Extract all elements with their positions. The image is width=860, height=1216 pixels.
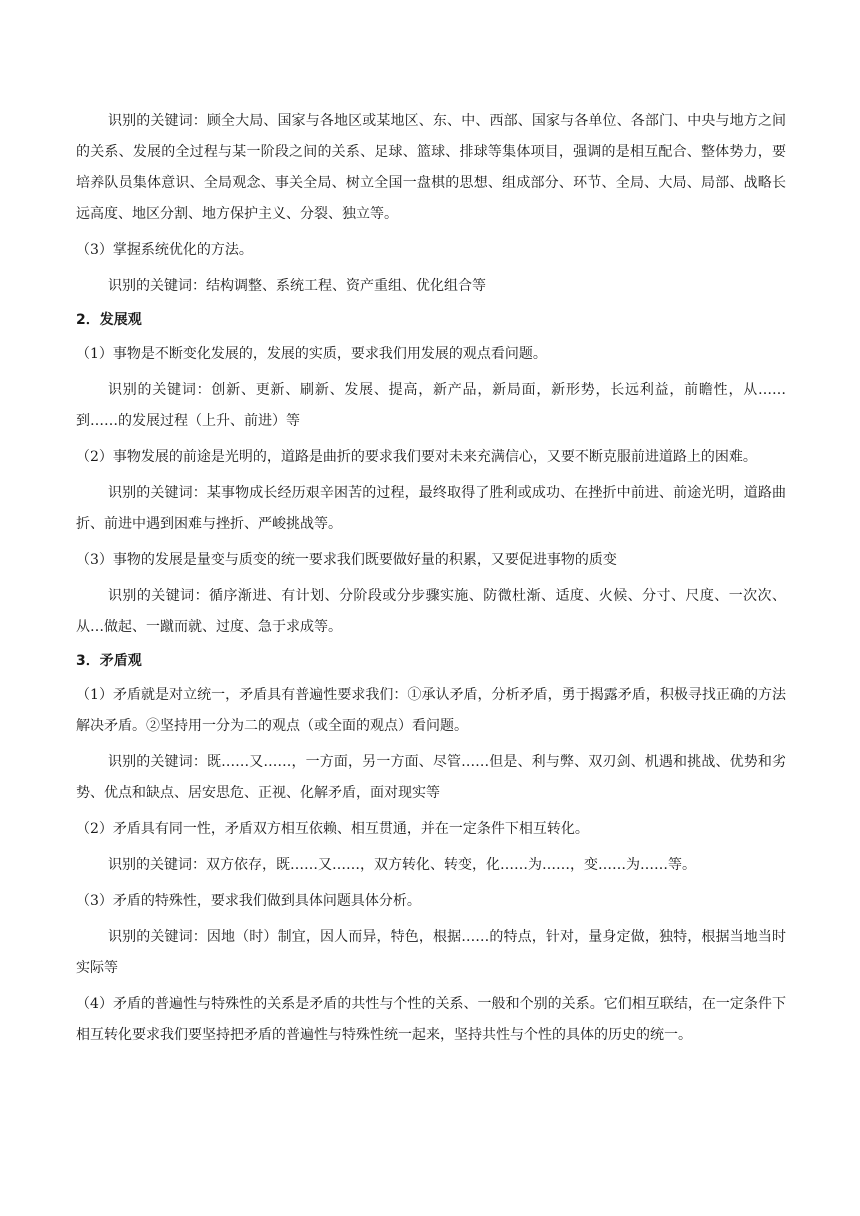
point-paragraph: （3）事物的发展是量变与质变的统一要求我们既要做好量的积累，又要促进事物的质变 (76, 552, 617, 568)
keyword-paragraph: 识别的关键词：创新、更新、刷新、发展、提高，新产品，新局面，新形势，长远利益，前瞻性，从……到……的发展过程（上升、前进）等 (76, 382, 786, 429)
keyword-paragraph: 识别的关键词：某事物成长经历艰辛困苦的过程，最终取得了胜利或成功、在挫折中前进、前途光明，道路曲折、前进中遇到困难与挫折、严峻挑战等。 (76, 485, 786, 532)
point-paragraph: （1）事物是不断变化发展的，发展的实质，要求我们用发展的观点看问题。 (76, 346, 547, 362)
section-heading: 3．矛盾观 (76, 653, 142, 669)
keyword-paragraph: 识别的关键词：双方依存，既……又……，双方转化、转变，化……为……，变……为……等。 (108, 857, 696, 873)
keyword-paragraph: 识别的关键词：因地（时）制宜，因人而异，特色，根据……的特点，针对，量身定做，独特，根据当地当时实际等 (76, 929, 786, 976)
point-paragraph: （2）矛盾具有同一性，矛盾双方相互依赖、相互贯通，并在一定条件下相互转化。 (76, 821, 589, 837)
keyword-paragraph: 识别的关键词：顾全大局、国家与各地区或某地区、东、中、西部、国家与各单位、各部门、中央与地方之间的关系、发展的全过程与某一阶段之间的关系、足球、篮球、排球等集体项目，强调的是相互配合、整体势力，要培养队员集体意识、全局观念、事关全局、树立全国一盘棋的思想、组成部分、环节、全局、大局、局部、战略长远高度、地区分割、地方保护主义、分裂、独立等。 (76, 113, 786, 222)
section-heading: 2．发展观 (76, 312, 142, 328)
point-paragraph: （3）掌握系统优化的方法。 (76, 242, 253, 258)
point-paragraph: （3）矛盾的特殊性，要求我们做到具体问题具体分析。 (76, 893, 421, 909)
keyword-paragraph: 识别的关键词：结构调整、系统工程、资产重组、优化组合等 (108, 278, 486, 294)
point-paragraph: （1）矛盾就是对立统一，矛盾具有普遍性要求我们：①承认矛盾，分析矛盾，勇于揭露矛盾，积极寻找正确的方法解决矛盾。②坚持用一分为二的观点（或全面的观点）看问题。 (76, 687, 786, 734)
keyword-paragraph: 识别的关键词：既……又……，一方面，另一方面、尽管……但是、利与弊、双刃剑、机遇和挑战、优势和劣势、优点和缺点、居安思危、正视、化解矛盾，面对现实等 (76, 754, 786, 801)
document-body (76, 106, 786, 1056)
keyword-paragraph: 识别的关键词：循序渐进、有计划、分阶段或分步骤实施、防微杜渐、适度、火候、分寸、尺度、一次次、从…做起、一蹴而就、过度、急于求成等。 (76, 588, 786, 635)
point-paragraph: （2）事物发展的前途是光明的，道路是曲折的要求我们要对未来充满信心，又要不断克服前进道路上的困难。 (76, 449, 757, 465)
point-paragraph: （4）矛盾的普遍性与特殊性的关系是矛盾的共性与个性的关系、一般和个别的关系。它们相互联结，在一定条件下相互转化要求我们要坚持把矛盾的普遍性与特殊性统一起来，坚持共性与个性的具体的历史的统一。 (76, 996, 786, 1043)
